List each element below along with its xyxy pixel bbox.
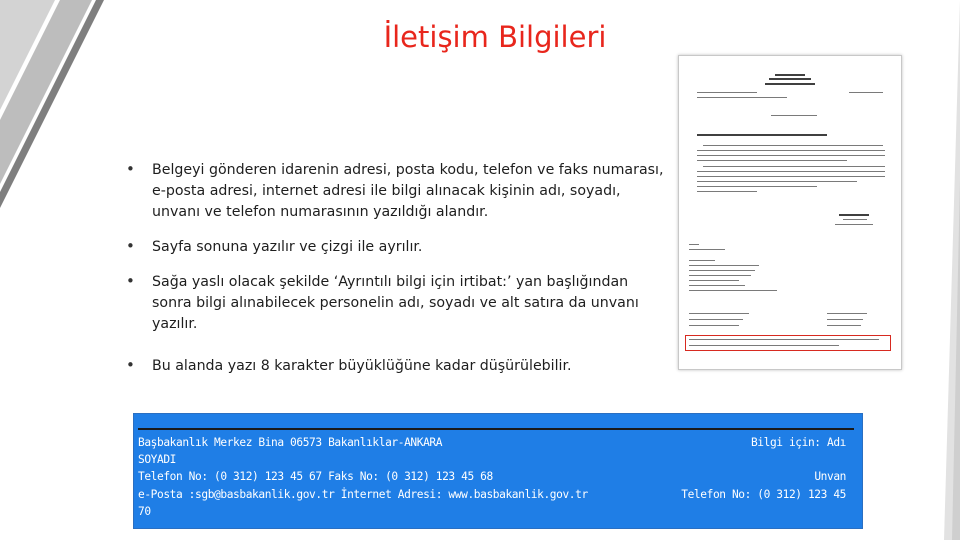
address-line: Başbakanlık Merkez Bina 06573 Bakanlıklar-ANKARA <box>138 436 443 449</box>
bullet-text: Bu alanda yazı 8 karakter büyüklüğüne kadar düşürülebilir. <box>152 358 572 374</box>
contact-phone-line: Telefon No: (0 312) 123 45 <box>681 487 846 501</box>
address-block <box>138 434 588 520</box>
name-line: SOYADI <box>138 453 177 467</box>
title-line: Unvan <box>814 470 846 484</box>
bullet-item <box>126 272 671 335</box>
separator-line <box>138 428 854 430</box>
bullet-list <box>126 160 671 391</box>
bullet-item <box>126 237 671 258</box>
contact-person-block <box>681 434 846 503</box>
bullet-text: Belgeyi gönderen idarenin adresi, posta kodu, telefon ve faks numarası, e-posta adresi, internet adresi ile bilgi alınacak kişinin adı, soyadı, unvanı ve telefon numarasının yazıldığı alandır. <box>152 162 664 220</box>
highlight-box <box>685 335 891 351</box>
bullet-item <box>126 160 671 223</box>
email-web-line: e-Posta :sgb@basbakanlik.gov.tr İnternet Adresi: www.basbakanlik.gov.tr <box>138 487 588 501</box>
slide-title: İletişim Bilgileri <box>383 20 607 54</box>
decorative-stripes <box>0 0 110 540</box>
bullet-dot-icon: • <box>126 356 135 374</box>
bullet-dot-icon: • <box>126 160 135 178</box>
number-line: 70 <box>138 504 151 518</box>
contact-footer-box <box>133 413 863 529</box>
document-thumbnail <box>678 55 902 370</box>
bullet-dot-icon: • <box>126 237 135 255</box>
phone-fax-line: Telefon No: (0 312) 123 45 67 Faks No: (0 312) 123 45 68 <box>138 470 493 484</box>
bullet-item <box>126 356 671 377</box>
bullet-dot-icon: • <box>126 272 135 290</box>
info-contact-line: Bilgi için: Adı <box>750 436 846 449</box>
bullet-text: Sağa yaslı olacak şekilde ‘Ayrıntılı bilgi için irtibat:’ yan başlığından sonra bilgi alınabilecek personelin adı, soyadı ve alt satıra da unvanı yazılır. <box>152 274 639 332</box>
bullet-text: Sayfa sonuna yazılır ve çizgi ile ayrılır. <box>152 239 423 255</box>
blank-line <box>681 451 846 468</box>
